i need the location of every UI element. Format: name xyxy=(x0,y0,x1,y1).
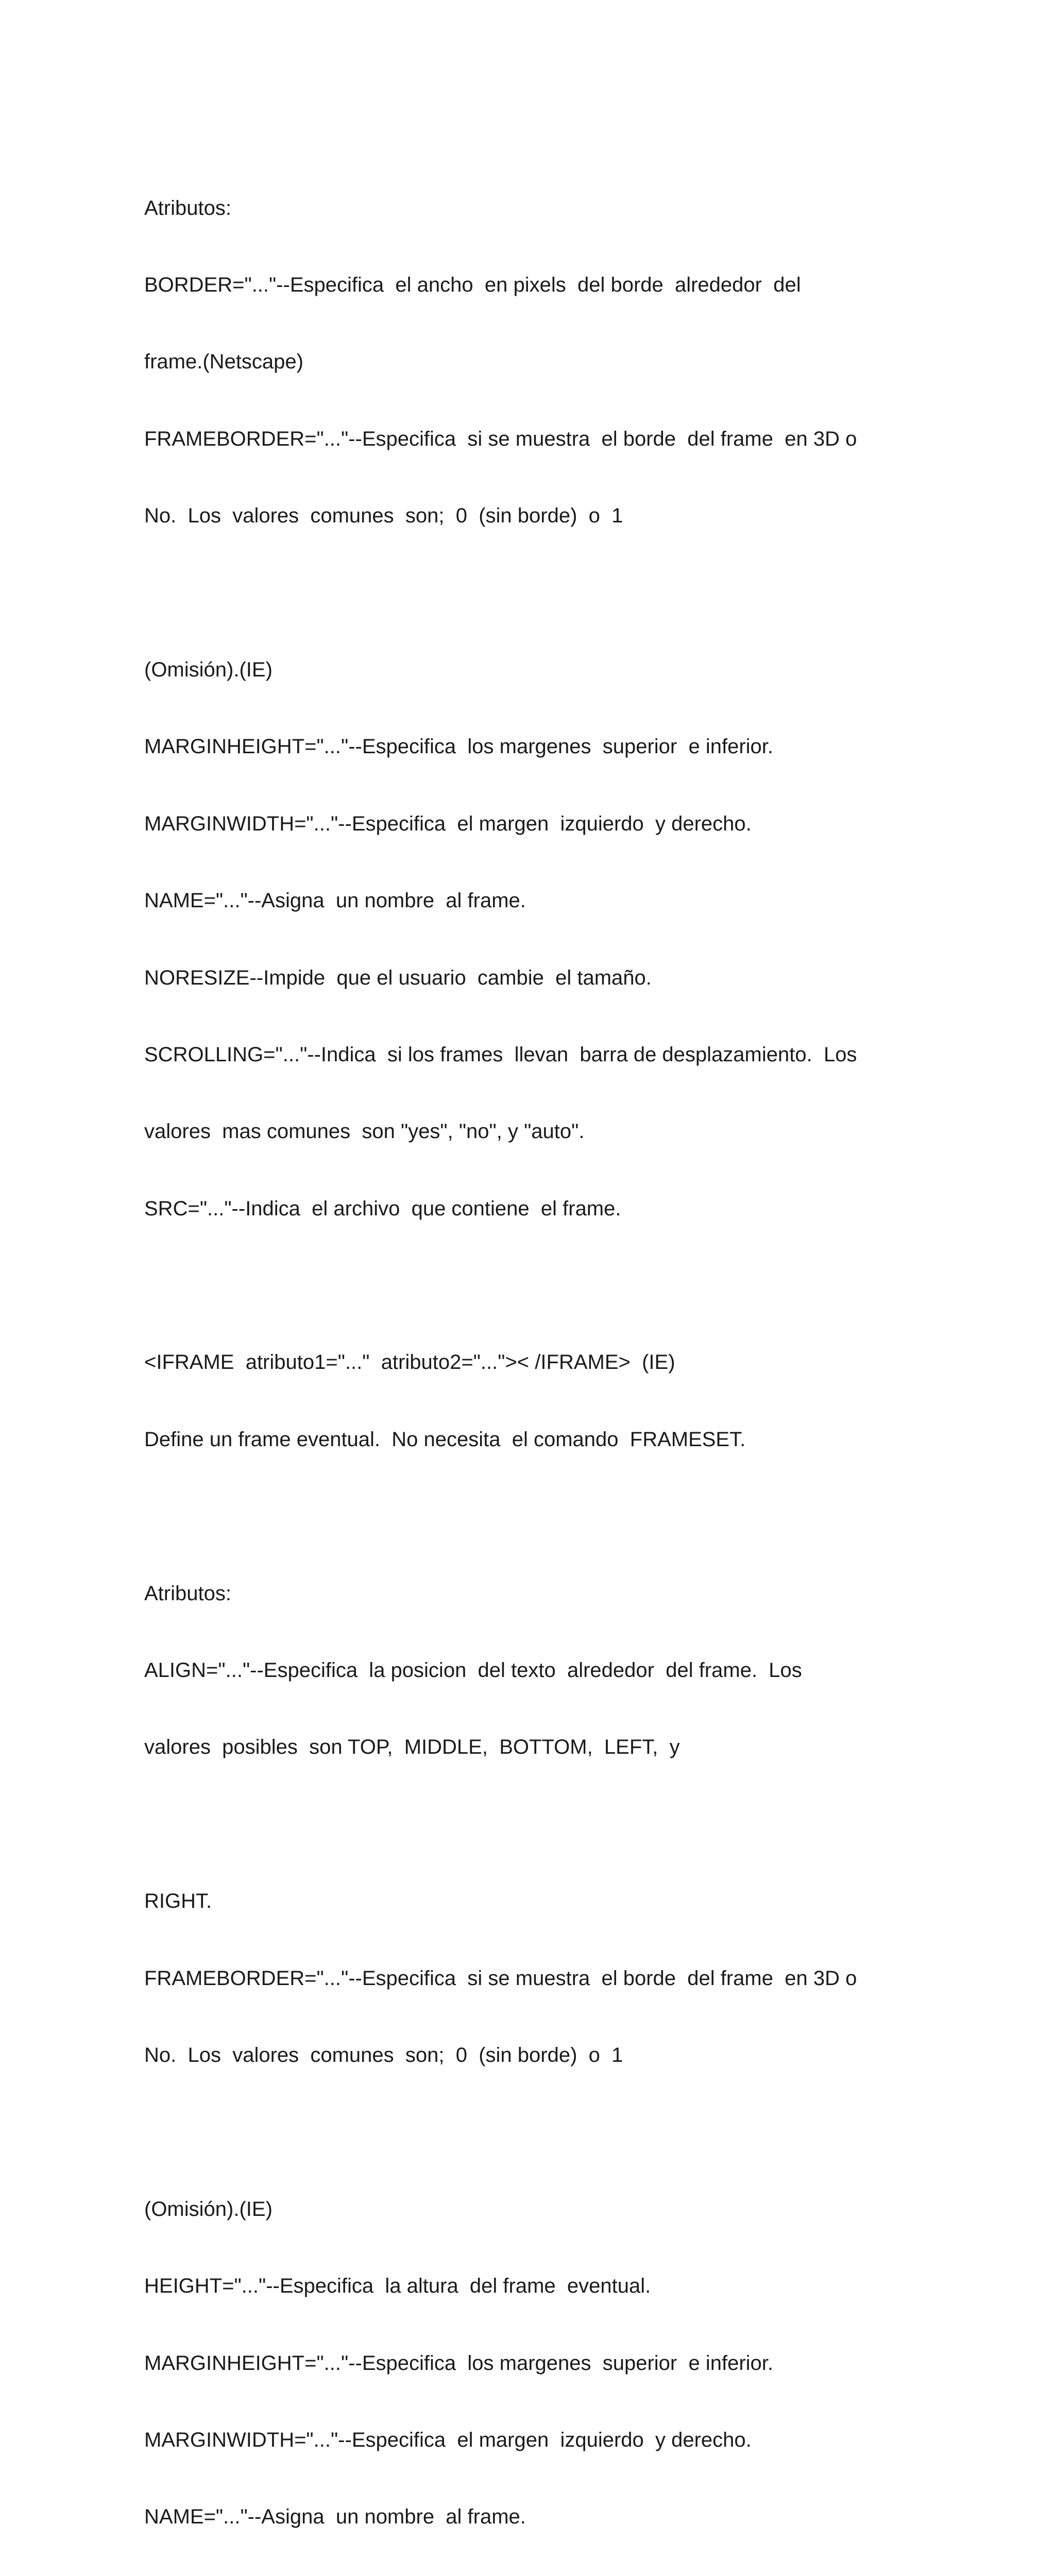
text-line: NAME="..."--Asigna un nombre al frame. xyxy=(144,2505,526,2529)
text-line: No. Los valores comunes son; 0 (sin borde) o 1 xyxy=(144,504,623,528)
text-line: SRC="..."--Indica el archivo que contiene el frame. xyxy=(144,1197,621,1220)
text-line: Define un frame eventual. No necesita el comando FRAMESET. xyxy=(144,1428,746,1451)
blank-line xyxy=(144,1812,917,1838)
text-line: valores posibles son TOP, MIDDLE, BOTTOM, LEFT, y xyxy=(144,1736,680,1759)
text-line: NAME="..."--Asigna un nombre al frame. xyxy=(144,889,526,912)
text-line: frame.(Netscape) xyxy=(144,350,303,374)
text-line: FRAMEBORDER="..."--Especifica si se muestra el borde del frame en 3D o xyxy=(144,427,857,450)
text-line: MARGINWIDTH="..."--Especifica el margen izquierdo y derecho. xyxy=(144,812,752,835)
blank-line xyxy=(144,581,917,606)
text-line: MARGINHEIGHT="..."--Especifica los margenes superior e inferior. xyxy=(144,2351,773,2375)
text-line: SCROLLING="..."--Indica si los frames llevan barra de desplazamiento. Los xyxy=(144,1043,857,1066)
text-line: BORDER="..."--Especifica el ancho en pixels del borde alrededor del xyxy=(144,273,801,296)
text-line: <IFRAME atributo1="..." atributo2="...">< /IFRAME> (IE) xyxy=(144,1351,675,1374)
text-line: (Omisión).(IE) xyxy=(144,658,273,681)
blank-line xyxy=(144,1273,917,1299)
text-line: MARGINHEIGHT="..."--Especifica los margenes superior e inferior. xyxy=(144,735,773,758)
text-line: Atributos: xyxy=(144,196,231,219)
blank-line xyxy=(144,1504,917,1530)
text-line: MARGINWIDTH="..."--Especifica el margen izquierdo y derecho. xyxy=(144,2428,752,2451)
document-text xyxy=(144,144,917,2576)
text-line: valores mas comunes son "yes", "no", y "auto". xyxy=(144,1120,585,1143)
text-line: Atributos: xyxy=(144,1582,231,1605)
blank-line xyxy=(144,2120,917,2145)
text-line: NORESIZE--Impide que el usuario cambie el tamaño. xyxy=(144,966,652,989)
text-line: No. Los valores comunes son; 0 (sin borde) o 1 xyxy=(144,2043,623,2066)
text-line: (Omisión).(IE) xyxy=(144,2197,273,2221)
text-line: RIGHT. xyxy=(144,1890,212,1913)
text-line: ALIGN="..."--Especifica la posicion del texto alrededor del frame. Los xyxy=(144,1659,802,1682)
text-line: HEIGHT="..."--Especifica la altura del frame eventual. xyxy=(144,2275,651,2298)
text-line: FRAMEBORDER="..."--Especifica si se muestra el borde del frame en 3D o xyxy=(144,1967,857,1990)
